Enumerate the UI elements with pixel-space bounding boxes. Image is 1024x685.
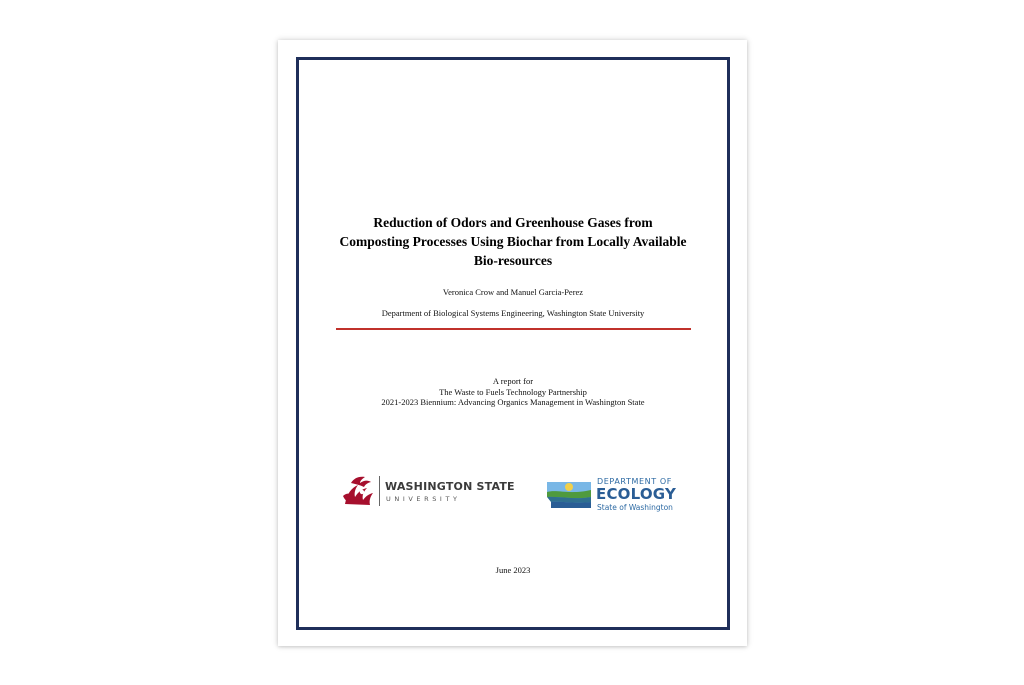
- report-line-3: 2021-2023 Biennium: Advancing Organics Management in Washington State: [381, 397, 645, 407]
- wsu-logo: [341, 472, 513, 512]
- red-divider: [336, 328, 691, 330]
- report-title: [299, 213, 727, 270]
- wsu-sub: UNIVERSITY: [386, 495, 461, 503]
- ecology-state: State of Washington: [597, 503, 673, 512]
- wsu-name: WASHINGTON STATE: [385, 480, 515, 493]
- ecology-name: ECOLOGY: [596, 485, 677, 503]
- report-info: [299, 376, 727, 408]
- ecology-logo: [545, 474, 695, 514]
- authors: Veronica Crow and Manuel Garcia-Perez: [442, 287, 584, 297]
- report-line-2: The Waste to Fuels Technology Partnership: [439, 386, 587, 397]
- washington-map-icon: [545, 478, 593, 510]
- ecology-dept: DEPARTMENT OF: [597, 477, 672, 486]
- wsu-divider: [379, 476, 380, 506]
- report-date: June 2023: [495, 565, 531, 575]
- title-line-3: Bio-resources: [473, 253, 553, 268]
- title-line-1: Reduction of Odors and Greenhouse Gases from: [373, 215, 653, 230]
- title-line-2: Composting Processes Using Biochar from Locally Available: [339, 234, 687, 249]
- department: Department of Biological Systems Engineering, Washington State University: [381, 308, 645, 318]
- report-line-1: A report for: [492, 376, 534, 386]
- report-cover-page: [278, 40, 747, 646]
- page-border-frame: [296, 57, 730, 630]
- cougar-head-icon: [341, 474, 375, 508]
